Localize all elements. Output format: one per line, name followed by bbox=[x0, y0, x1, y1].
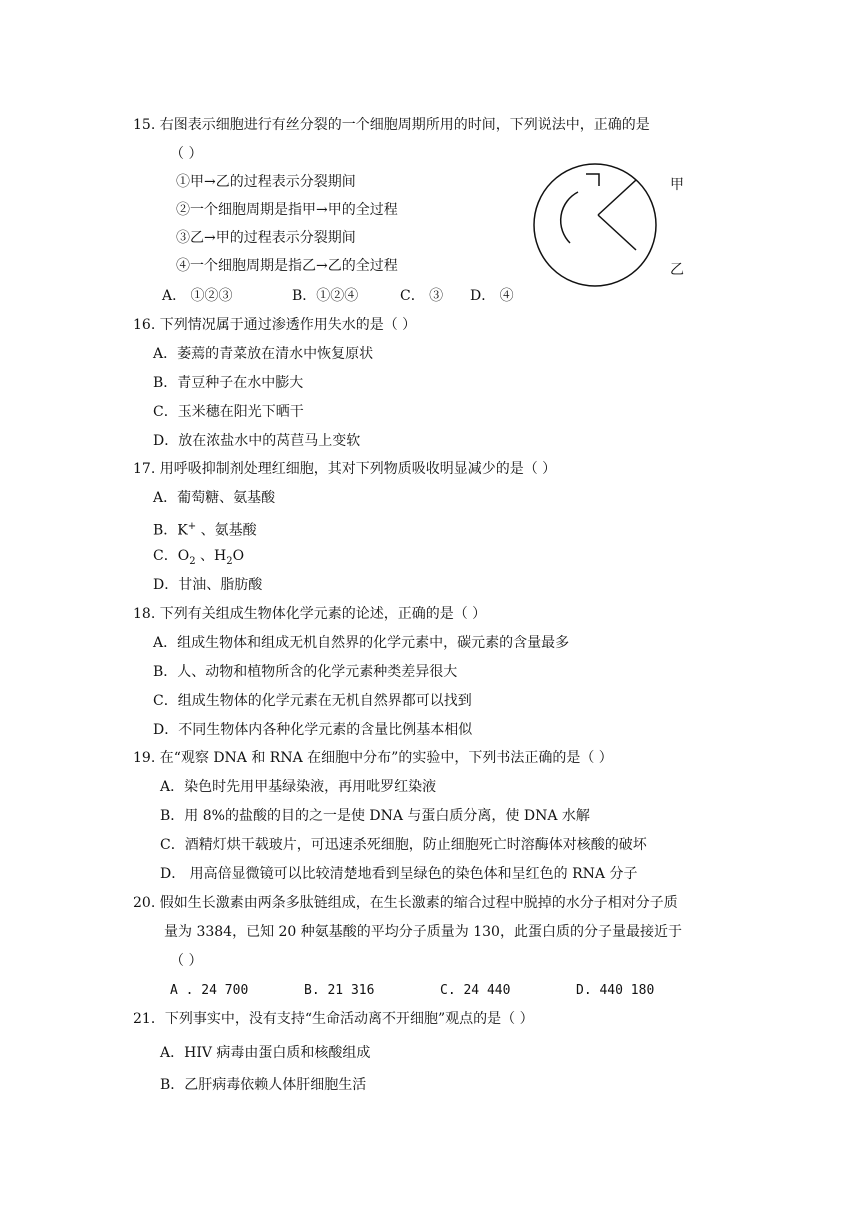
q17-option-d[interactable]: D．甘油、脂肪酸 bbox=[153, 577, 263, 593]
q19-option-c[interactable]: C．酒精灯烘干载玻片，可迅速杀死细胞，防止细胞死亡时溶酶体对核酸的破坏 bbox=[160, 837, 647, 853]
cell-cycle-diagram bbox=[530, 160, 660, 290]
q20-option-d[interactable]: D. 440 180 bbox=[576, 983, 655, 998]
q18-option-a[interactable]: A．组成生物体和组成无机自然界的化学元素中，碳元素的含量最多 bbox=[153, 635, 570, 651]
arrowhead-mark bbox=[586, 174, 599, 186]
radius-to-yi bbox=[598, 215, 636, 250]
q20-options bbox=[170, 982, 654, 1000]
q18-stem: 18. 下列有关组成生物体化学元素的论述，正确的是（ ） bbox=[133, 606, 487, 622]
q20-answer-paren: （ ） bbox=[170, 953, 203, 969]
q17-option-b[interactable]: B．K+ 、氨基酸 bbox=[153, 521, 257, 539]
q19-option-a[interactable]: A．染色时先用甲基绿染液，再用吡罗红染液 bbox=[160, 779, 437, 795]
q18-option-c[interactable]: C．组成生物体的化学元素在无机自然界都可以找到 bbox=[153, 693, 472, 709]
q16-option-c[interactable]: C．玉米穗在阳光下晒干 bbox=[153, 404, 304, 420]
q17-stem: 17. 用呼吸抑制剂处理红细胞，其对下列物质吸收明显减少的是（ ） bbox=[133, 461, 557, 477]
q20-stem-line1: 20. 假如生长激素由两条多肽链组成，在生长激素的缩合过程中脱掉的水分子相对分子质 bbox=[133, 895, 678, 911]
q15-option-c[interactable]: C． ③ bbox=[400, 288, 444, 304]
q15-statement-3: ③乙→甲的过程表示分裂期间 bbox=[176, 230, 356, 246]
q16-stem: 16. 下列情况属于通过渗透作用失水的是（ ） bbox=[133, 317, 417, 333]
q15-option-b[interactable]: B．①②④ bbox=[292, 288, 359, 304]
q15-options bbox=[162, 287, 514, 305]
q21-stem: 21．下列事实中，没有支持“生命活动离不开细胞”观点的是（ ） bbox=[133, 1011, 534, 1027]
q20-option-b[interactable]: B. 21 316 bbox=[304, 983, 375, 998]
q16-option-b[interactable]: B．青豆种子在水中膨大 bbox=[153, 375, 304, 391]
q17-option-c[interactable]: C．$O_2$ 、$H_2O$ bbox=[153, 548, 245, 567]
q17-option-a[interactable]: A．葡萄糖、氨基酸 bbox=[153, 490, 276, 506]
q18-option-b[interactable]: B．人、动物和植物所含的化学元素种类差异很大 bbox=[153, 664, 458, 680]
q19-option-b[interactable]: B．用 8%的盐酸的目的之一是使 DNA 与蛋白质分离，使 DNA 水解 bbox=[160, 808, 590, 824]
q19-option-d[interactable]: D． 用高倍显微镜可以比较清楚地看到呈绿色的染色体和呈红色的 RNA 分子 bbox=[160, 866, 638, 882]
q15-option-d[interactable]: D． ④ bbox=[470, 288, 514, 304]
q20-option-a[interactable]: A . 24 700 bbox=[170, 983, 249, 998]
q15-statement-2: ②一个细胞周期是指甲→甲的全过程 bbox=[176, 202, 398, 218]
q16-option-a[interactable]: A．萎蔫的青菜放在清水中恢复原状 bbox=[153, 346, 374, 362]
q15-statement-4: ④一个细胞周期是指乙→乙的全过程 bbox=[176, 258, 398, 274]
q21-option-b[interactable]: B．乙肝病毒依赖人体肝细胞生活 bbox=[160, 1077, 367, 1093]
q16-option-d[interactable]: D．放在浓盐水中的莴苣马上变软 bbox=[153, 433, 361, 449]
q20-option-c[interactable]: C. 24 440 bbox=[440, 983, 511, 998]
q19-stem: 19. 在“观察 DNA 和 RNA 在细胞中分布”的实验中，下列书法正确的是（ ） bbox=[133, 750, 613, 766]
radius-to-jia bbox=[598, 180, 636, 215]
figure-label-yi: 乙 bbox=[670, 262, 684, 278]
q20-stem-line2: 量为 3384，已知 20 种氨基酸的平均分子质量为 130，此蛋白质的分子量最接近于 bbox=[164, 924, 682, 940]
q21-option-a[interactable]: A．HIV 病毒由蛋白质和核酸组成 bbox=[160, 1045, 371, 1061]
cycle-circle bbox=[534, 164, 656, 286]
direction-arc bbox=[561, 192, 578, 243]
figure-label-jia: 甲 bbox=[670, 177, 684, 193]
q15-option-a[interactable]: A． ①②③ bbox=[162, 288, 233, 304]
q15-statement-1: ①甲→乙的过程表示分裂期间 bbox=[176, 174, 356, 190]
q15-stem: 15. 右图表示细胞进行有丝分裂的一个细胞周期所用的时间，下列说法中，正确的是 bbox=[133, 117, 650, 133]
q15-answer-paren: （ ） bbox=[170, 146, 203, 162]
q18-option-d[interactable]: D．不同生物体内各种化学元素的含量比例基本相似 bbox=[153, 722, 473, 738]
